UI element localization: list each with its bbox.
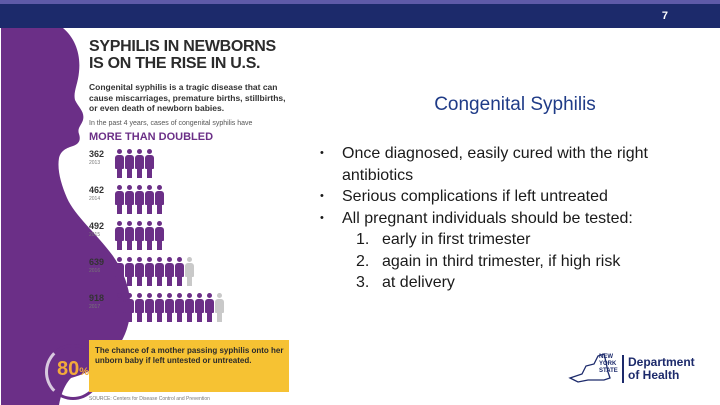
baby-figure-icon: [125, 257, 134, 287]
baby-figure-icon: [145, 149, 154, 179]
bullet-dot-icon: •: [320, 211, 324, 224]
logo-divider: [622, 355, 624, 383]
callout-text: The chance of a mother passing syphilis onto her unborn baby if left untested or untreated.: [95, 346, 284, 365]
case-count-row: [89, 257, 289, 291]
nys-line: STATE: [599, 368, 618, 374]
nys-wordmark: [599, 354, 618, 375]
sub-item: [316, 229, 706, 251]
sub-item-text: early in first trimester: [382, 231, 531, 248]
case-count: 462: [89, 185, 105, 195]
baby-figure-icon: [135, 221, 144, 251]
case-count-row: [89, 293, 289, 327]
baby-figure-icon: [195, 293, 204, 323]
slide-number: 7: [661, 10, 668, 22]
baby-figure-icon: [145, 221, 154, 251]
bullet-item: [316, 186, 706, 208]
header-bar: [0, 0, 720, 28]
case-year: 2014: [89, 196, 101, 202]
case-year: 2017: [89, 304, 101, 310]
bullet-text: Once diagnosed, easily cured with the right antibiotics: [342, 145, 648, 184]
bullet-dot-icon: •: [320, 147, 324, 159]
callout-box: [89, 340, 289, 392]
case-year: 2013: [89, 160, 101, 166]
baby-figure-icon: [115, 185, 124, 215]
bullet-item: [316, 143, 706, 186]
bullet-text: All pregnant individuals should be tested:: [342, 209, 633, 227]
baby-figures: [115, 257, 194, 287]
sub-item: [316, 251, 706, 273]
baby-figure-icon: [145, 293, 154, 323]
sub-item-text: at delivery: [382, 274, 455, 291]
baby-figure-icon: [155, 221, 164, 251]
poster-intro: Congenital syphilis is a tragic disease that can cause miscarriages, premature births, stillbirths, or even death of newborn babies.: [89, 82, 286, 113]
header-accent-stripe: [0, 0, 720, 4]
baby-figure-icon: [135, 257, 144, 287]
bullet-dot-icon: •: [320, 190, 324, 202]
dept-line: of Health: [628, 368, 680, 382]
baby-figure-icon: [175, 257, 184, 287]
case-count-row: [89, 149, 289, 183]
poster-emphasis: MORE THAN DOUBLED: [89, 131, 214, 143]
baby-figures: [115, 221, 164, 251]
baby-figure-icon: [125, 185, 134, 215]
percent-sign: %: [79, 366, 90, 378]
baby-figure-icon: [135, 293, 144, 323]
baby-figure-icon: [125, 221, 134, 251]
baby-figure-icon: [145, 257, 154, 287]
department-name: [628, 356, 695, 382]
nys-department-of-health-logo: [568, 352, 718, 388]
baby-figure-icon: [185, 293, 194, 323]
baby-figure-icon: [115, 293, 124, 323]
baby-figure-icon: [125, 149, 134, 179]
case-count-row: [89, 185, 289, 219]
sub-item-number: 3.: [356, 274, 370, 291]
case-count-row: [89, 221, 289, 255]
poster-source: SOURCE: Centers for Disease Control and Prevention: [89, 396, 210, 402]
baby-figure-icon: [125, 293, 134, 323]
nys-line: YORK: [599, 361, 617, 367]
baby-figure-icon: [115, 149, 124, 179]
poster-headline: SYPHILIS IN NEWBORNS IS ON THE RISE IN U.S.: [89, 38, 276, 72]
dept-line: Department: [628, 355, 695, 369]
baby-figure-icon: [215, 293, 224, 323]
baby-figure-icon: [155, 185, 164, 215]
baby-figures: [115, 149, 154, 179]
sub-item: [316, 272, 706, 294]
bullet-item: [316, 208, 706, 230]
percent-value: 80: [56, 358, 80, 380]
baby-figure-icon: [115, 221, 124, 251]
bullet-text: Serious complications if left untreated: [342, 188, 608, 205]
baby-figure-icon: [145, 185, 154, 215]
nys-line: NEW: [599, 354, 613, 360]
baby-figure-icon: [155, 293, 164, 323]
baby-figure-icon: [135, 149, 144, 179]
case-count: 918: [89, 293, 105, 303]
sub-item-number: 1.: [356, 231, 370, 248]
case-count: 639: [89, 257, 105, 267]
baby-figure-icon: [165, 257, 174, 287]
bullet-list: [316, 143, 706, 294]
case-year: 2016: [89, 268, 101, 274]
baby-figure-icon: [155, 257, 164, 287]
baby-figure-icon: [175, 293, 184, 323]
sub-item-number: 2.: [356, 252, 370, 270]
case-count: 492: [89, 221, 105, 231]
case-count: 362: [89, 149, 105, 159]
slide-title: Congenital Syphilis: [434, 94, 596, 115]
sub-item-text: again in third trimester, if high risk: [382, 252, 621, 270]
baby-figure-icon: [205, 293, 214, 323]
baby-figures: [115, 185, 164, 215]
poster-note: In the past 4 years, cases of congenital syphilis have: [89, 120, 253, 127]
syphilis-infographic-poster: [1, 28, 296, 405]
baby-figure-icon: [185, 257, 194, 287]
baby-figure-icon: [115, 257, 124, 287]
baby-figure-icon: [135, 185, 144, 215]
baby-figures: [115, 293, 224, 323]
case-year: 2015: [89, 232, 101, 238]
baby-figure-icon: [165, 293, 174, 323]
